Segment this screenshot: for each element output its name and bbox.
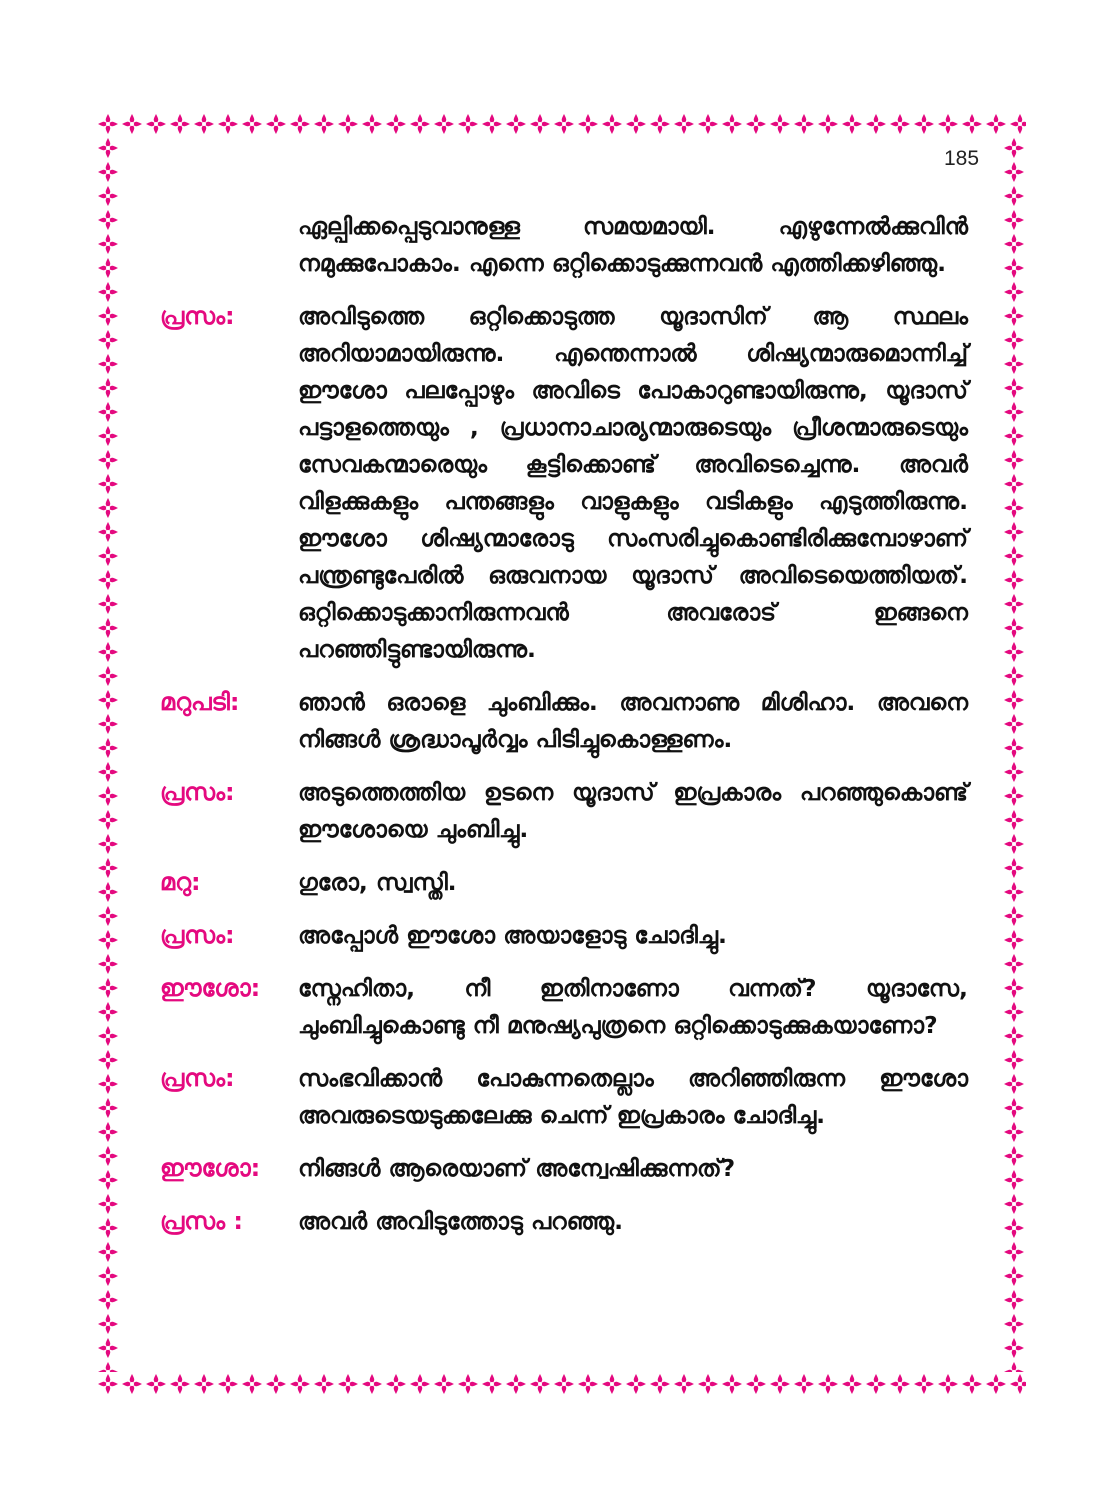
speaker-label: മറു: [160,868,201,896]
paragraph [160,917,968,954]
paragraph-text: നിങ്ങൾ ആരെയാണ് അന്വേഷിക്കുന്നത്? [298,1154,736,1182]
paragraph [160,970,968,1044]
paragraph [160,774,968,848]
paragraph-text: അടുത്തെത്തിയ ഉടനെ യൂദാസ് ഇപ്രകാരം പറഞ്ഞുകൊണ്ട് ഈശോയെ ചുംബിച്ചു. [298,778,968,843]
speaker-label: ഈശോ: [160,974,261,1002]
paragraph [160,1203,968,1240]
speaker-label: പ്രസം: [160,302,235,330]
paragraph-text: അപ്പോൾ ഈശോ അയാളോടു ചോദിച്ചു. [298,921,727,949]
paragraph-text: ഞാൻ ഒരാളെ ചുംബിക്കും. അവനാണു മിശിഹാ. അവനെ നിങ്ങൾ ശ്രദ്ധാപൂർവ്വം പിടിച്ചുകൊള്ളണം. [298,688,968,753]
border-right [1002,136,1026,1372]
border-bottom [96,1372,1026,1396]
paragraph [160,684,968,758]
paragraph [160,864,968,901]
paragraph-text: സംഭവിക്കാൻ പോകുന്നതെല്ലാം അറിഞ്ഞിരുന്ന ഈശോ അവരുടെയടുക്കലേക്കു ചെന്ന് ഇപ്രകാരം ചോദിച്ചു. [298,1064,968,1129]
speaker-label: ഈശോ: [160,1154,261,1182]
paragraph-text: സ്നേഹിതാ, നീ ഇതിനാണോ വന്നത്? യൂദാസേ, ചുംബിച്ചുകൊണ്ടു നീ മനുഷ്യപുത്രനെ ഒറ്റിക്കൊടുക്കുകയാണോ? [298,974,968,1039]
continuation-text: ഏല്പിക്കപ്പെടുവാനുള്ള സമയമായി. എഴുന്നേൽക്കുവിൻ നമുക്കുപോകാം. എന്നെ ഒറ്റിക്കൊടുക്കുന്നവൻ എത്തിക്കഴിഞ്ഞു. [298,212,968,277]
paragraph [160,1150,968,1187]
paragraph [160,1060,968,1134]
paragraph-text: ഗുരോ, സ്വസ്തി. [298,868,457,896]
page-number: 185 [944,147,980,170]
speaker-label: പ്രസം: [160,778,235,806]
paragraph [160,298,968,668]
border-left [96,136,120,1372]
speaker-label: പ്രസം : [160,1207,243,1235]
paragraph-text: അവർ അവിടുത്തോടു പറഞ്ഞു. [298,1207,624,1235]
speaker-label: പ്രസം: [160,1064,235,1092]
speaker-label: മറുപടി: [160,688,240,716]
continuation-paragraph [160,208,968,282]
page-content [160,208,968,1256]
speaker-label: പ്രസം: [160,921,235,949]
border-top [96,112,1026,136]
paragraph-text: അവിടുത്തെ ഒറ്റിക്കൊടുത്ത യൂദാസിന് ആ സ്ഥലം അറിയാമായിരുന്നു. എന്തെന്നാൽ ശിഷ്യന്മാരുമൊന്നിച്ച് ഈശോ പലപ്പോഴും അവിടെ പോകാറുണ്ടായിരുന്നു, യൂദാസ് പട്ടാളത്തെയും , പ്രധാനാചാര്യന്മാരുടെയും പ്രീശന്മാരുടെയും സേവകന്മാരെയും കൂട്ടിക്കൊണ്ട് അവിടെച്ചെന്നു. അവർ വിളക്കുകളും പന്തങ്ങളും വാളുകളും വടികളും എടുത്തിരുന്നു. ഈശോ ശിഷ്യന്മാരോടു സംസരിച്ചുകൊണ്ടിരിക്കുമ്പോഴാണ് പന്ത്രണ്ടുപേരിൽ ഒരുവനായ യൂദാസ് അവിടെയെത്തിയത്. ഒറ്റിക്കൊടുക്കാനിരുന്നവൻ അവരോട് ഇങ്ങനെ പറഞ്ഞിട്ടുണ്ടായിരുന്നു. [298,302,968,663]
